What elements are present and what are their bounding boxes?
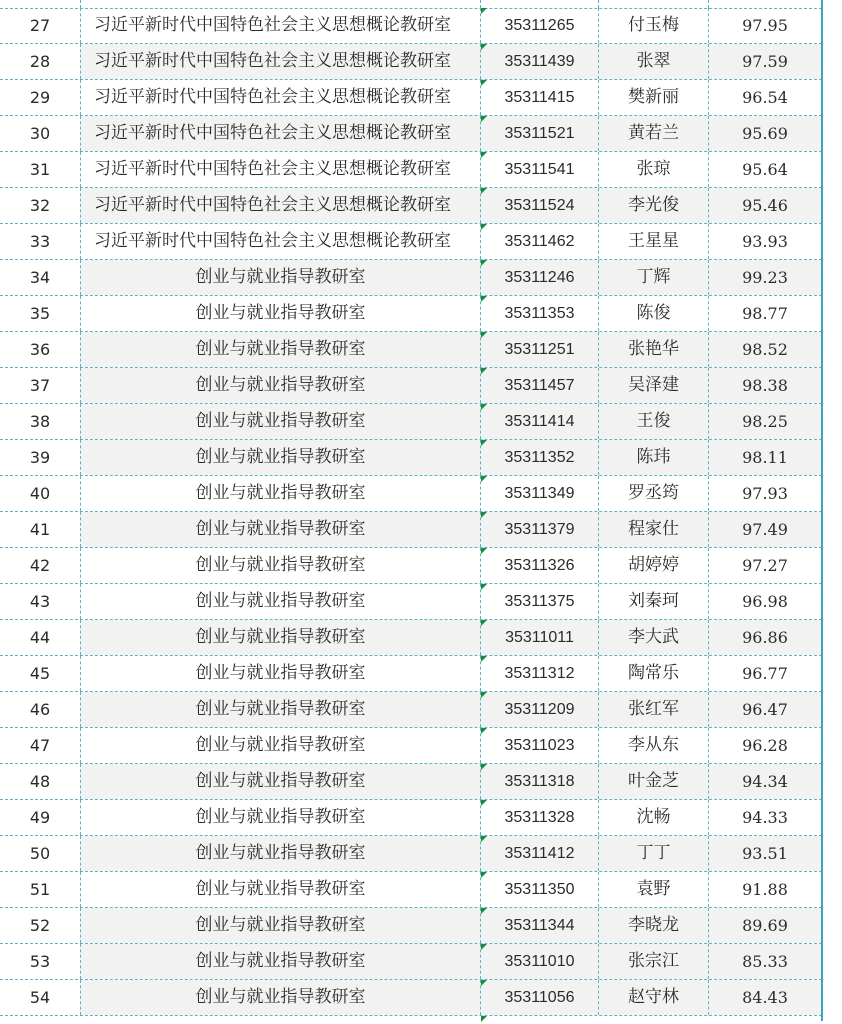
row-number-cell[interactable]: 39: [29, 448, 51, 467]
department-cell[interactable]: 创业与就业指导教研室: [80, 332, 480, 367]
table-row[interactable]: [0, 332, 822, 368]
name-cell[interactable]: 胡婷婷: [598, 548, 708, 583]
department-cell[interactable]: 创业与就业指导教研室: [80, 584, 480, 619]
text-number-warning-icon: [481, 764, 487, 770]
employee-id-cell[interactable]: 35311209: [480, 692, 598, 727]
name-cell[interactable]: 赵守林: [598, 980, 708, 1015]
score-cell[interactable]: 98.11: [708, 440, 821, 475]
name-cell[interactable]: 张红军: [598, 692, 708, 727]
department-cell[interactable]: 创业与就业指导教研室: [80, 908, 480, 943]
table-row[interactable]: [0, 656, 822, 692]
department-cell[interactable]: 创业与就业指导教研室: [80, 260, 480, 295]
department-cell[interactable]: 创业与就业指导教研室: [80, 404, 480, 439]
name-cell[interactable]: 李光俊: [598, 188, 708, 223]
table-row[interactable]: [0, 8, 822, 44]
department-cell[interactable]: 创业与就业指导教研室: [80, 836, 480, 871]
table-row[interactable]: [0, 440, 822, 476]
department-cell[interactable]: 创业与就业指导教研室: [80, 296, 480, 331]
department-cell[interactable]: 习近平新时代中国特色社会主义思想概论教研室: [80, 80, 480, 115]
employee-id-cell[interactable]: 35311457: [480, 368, 598, 403]
row-number-cell[interactable]: 54: [29, 988, 51, 1007]
employee-id-cell[interactable]: 35311412: [480, 836, 598, 871]
score-cell[interactable]: 96.28: [708, 728, 821, 763]
text-number-warning-icon: [481, 980, 487, 986]
name-cell[interactable]: 陈玮: [598, 440, 708, 475]
employee-id-cell[interactable]: 35311246: [480, 260, 598, 295]
department-cell[interactable]: 习近平新时代中国特色社会主义思想概论教研室: [80, 188, 480, 223]
name-cell[interactable]: 张翠: [598, 44, 708, 79]
name-cell[interactable]: 吴泽建: [598, 368, 708, 403]
score-cell[interactable]: 97.95: [708, 8, 821, 43]
next-row-clipped: [0, 1016, 822, 1024]
table-row[interactable]: [0, 296, 822, 332]
spreadsheet-grid: [0, 8, 822, 1024]
employee-id-cell[interactable]: 35311375: [480, 584, 598, 619]
department-cell[interactable]: 创业与就业指导教研室: [80, 620, 480, 655]
score-cell[interactable]: 99.23: [708, 260, 821, 295]
table-row[interactable]: [0, 584, 822, 620]
row-number-cell[interactable]: 41: [29, 520, 51, 539]
employee-id-cell[interactable]: 35311439: [480, 44, 598, 79]
department-cell[interactable]: 创业与就业指导教研室: [80, 728, 480, 763]
column-border-right: [821, 0, 823, 1021]
employee-id-cell[interactable]: 35311352: [480, 440, 598, 475]
employee-id-cell[interactable]: 35311312: [480, 656, 598, 691]
name-cell[interactable]: 程家仕: [598, 512, 708, 547]
text-number-warning-icon: [481, 80, 487, 86]
score-cell[interactable]: 96.98: [708, 584, 821, 619]
table-row[interactable]: [0, 44, 822, 80]
score-cell[interactable]: 97.27: [708, 548, 821, 583]
department-cell[interactable]: 习近平新时代中国特色社会主义思想概论教研室: [80, 152, 480, 187]
row-number-cell[interactable]: 52: [29, 916, 51, 935]
score-cell[interactable]: 95.46: [708, 188, 821, 223]
department-cell[interactable]: 创业与就业指导教研室: [80, 692, 480, 727]
table-row[interactable]: [0, 620, 822, 656]
score-cell[interactable]: 98.77: [708, 296, 821, 331]
employee-id-cell[interactable]: 35311056: [480, 980, 598, 1015]
employee-id-cell[interactable]: 35311328: [480, 800, 598, 835]
name-cell[interactable]: 陈俊: [598, 296, 708, 331]
table-row[interactable]: [0, 548, 822, 584]
name-cell[interactable]: 王星星: [598, 224, 708, 259]
table-row[interactable]: [0, 944, 822, 980]
score-cell[interactable]: 97.49: [708, 512, 821, 547]
employee-id-cell[interactable]: 35311521: [480, 116, 598, 151]
name-cell[interactable]: 王俊: [598, 404, 708, 439]
employee-id-cell[interactable]: 35311011: [480, 620, 598, 655]
employee-id-cell[interactable]: 35311023: [480, 728, 598, 763]
row-number-cell[interactable]: 48: [29, 772, 51, 791]
row-number-cell[interactable]: 28: [29, 52, 51, 71]
score-cell[interactable]: 94.34: [708, 764, 821, 799]
row-number-cell[interactable]: 36: [29, 340, 51, 359]
row-number-cell[interactable]: 31: [29, 160, 51, 179]
row-number-cell[interactable]: 46: [29, 700, 51, 719]
employee-id-cell[interactable]: 35311350: [480, 872, 598, 907]
text-number-warning-icon: [481, 692, 487, 698]
name-cell[interactable]: 丁辉: [598, 260, 708, 295]
table-row[interactable]: [0, 872, 822, 908]
table-row[interactable]: [0, 80, 822, 116]
department-cell[interactable]: 习近平新时代中国特色社会主义思想概论教研室: [80, 8, 480, 43]
row-number-cell[interactable]: 38: [29, 412, 51, 431]
employee-id-cell[interactable]: 35311353: [480, 296, 598, 331]
row-number-cell[interactable]: 51: [29, 880, 51, 899]
text-number-warning-icon: [481, 116, 487, 122]
text-number-warning-icon: [481, 404, 487, 410]
score-cell[interactable]: 94.33: [708, 800, 821, 835]
employee-id-cell[interactable]: 35311415: [480, 80, 598, 115]
table-row[interactable]: [0, 980, 822, 1016]
row-number-cell[interactable]: 29: [29, 88, 51, 107]
name-cell[interactable]: 张宗江: [598, 944, 708, 979]
employee-id-cell[interactable]: 35311010: [480, 944, 598, 979]
department-cell[interactable]: 创业与就业指导教研室: [80, 656, 480, 691]
table-row[interactable]: [0, 260, 822, 296]
name-cell[interactable]: 袁野: [598, 872, 708, 907]
score-cell[interactable]: 95.69: [708, 116, 821, 151]
text-number-warning-icon: [481, 620, 487, 626]
text-number-warning-icon: [481, 224, 487, 230]
name-cell[interactable]: 叶金芝: [598, 764, 708, 799]
text-number-warning-icon: [481, 656, 487, 662]
name-cell[interactable]: 李晓龙: [598, 908, 708, 943]
table-row[interactable]: [0, 692, 822, 728]
score-cell[interactable]: 96.86: [708, 620, 821, 655]
department-cell[interactable]: 创业与就业指导教研室: [80, 764, 480, 799]
score-cell[interactable]: 91.88: [708, 872, 821, 907]
text-number-warning-icon: [481, 476, 487, 482]
text-number-warning-icon: [481, 1016, 487, 1022]
row-number-cell[interactable]: 30: [29, 124, 51, 143]
text-number-warning-icon: [481, 368, 487, 374]
row-number-cell[interactable]: 53: [29, 952, 51, 971]
text-number-warning-icon: [481, 908, 487, 914]
score-cell[interactable]: 98.52: [708, 332, 821, 367]
employee-id-cell[interactable]: 35311265: [480, 8, 598, 43]
text-number-warning-icon: [481, 512, 487, 518]
employee-id-cell[interactable]: 35311379: [480, 512, 598, 547]
text-number-warning-icon: [481, 260, 487, 266]
department-cell[interactable]: 创业与就业指导教研室: [80, 440, 480, 475]
department-cell[interactable]: 创业与就业指导教研室: [80, 980, 480, 1015]
employee-id-cell[interactable]: 35311414: [480, 404, 598, 439]
department-cell[interactable]: 创业与就业指导教研室: [80, 944, 480, 979]
score-cell[interactable]: 89.69: [708, 908, 821, 943]
department-cell[interactable]: 习近平新时代中国特色社会主义思想概论教研室: [80, 44, 480, 79]
row-number-cell[interactable]: 50: [29, 844, 51, 863]
name-cell[interactable]: 樊新丽: [598, 80, 708, 115]
row-number-cell[interactable]: 32: [29, 196, 51, 215]
table-row[interactable]: [0, 908, 822, 944]
table-row[interactable]: [0, 764, 822, 800]
department-cell[interactable]: 创业与就业指导教研室: [80, 548, 480, 583]
row-number-cell[interactable]: 27: [29, 16, 51, 35]
name-cell[interactable]: 李从东: [598, 728, 708, 763]
employee-id-cell[interactable]: 35311541: [480, 152, 598, 187]
text-number-warning-icon: [481, 296, 487, 302]
department-cell[interactable]: 创业与就业指导教研室: [80, 368, 480, 403]
row-number-cell[interactable]: 40: [29, 484, 51, 503]
name-cell[interactable]: 黄若兰: [598, 116, 708, 151]
row-number-cell[interactable]: 42: [29, 556, 51, 575]
table-row[interactable]: [0, 152, 822, 188]
table-row[interactable]: [0, 224, 822, 260]
name-cell[interactable]: 陶常乐: [598, 656, 708, 691]
table-row[interactable]: [0, 188, 822, 224]
score-cell[interactable]: 97.59: [708, 44, 821, 79]
row-number-cell[interactable]: 43: [29, 592, 51, 611]
employee-id-cell[interactable]: 35311344: [480, 908, 598, 943]
text-number-warning-icon: [481, 152, 487, 158]
text-number-warning-icon: [481, 944, 487, 950]
row-number-cell[interactable]: 49: [29, 808, 51, 827]
table-row[interactable]: [0, 728, 822, 764]
table-row[interactable]: [0, 404, 822, 440]
row-number-cell[interactable]: 33: [29, 232, 51, 251]
table-row[interactable]: [0, 476, 822, 512]
name-cell[interactable]: 张琼: [598, 152, 708, 187]
text-number-warning-icon: [481, 872, 487, 878]
name-cell[interactable]: 付玉梅: [598, 8, 708, 43]
text-number-warning-icon: [481, 584, 487, 590]
row-number-cell[interactable]: 34: [29, 268, 51, 287]
text-number-warning-icon: [481, 332, 487, 338]
name-cell[interactable]: 刘秦珂: [598, 584, 708, 619]
department-cell[interactable]: 习近平新时代中国特色社会主义思想概论教研室: [80, 116, 480, 151]
department-cell[interactable]: 习近平新时代中国特色社会主义思想概论教研室: [80, 224, 480, 259]
row-number-cell[interactable]: 37: [29, 376, 51, 395]
text-number-warning-icon: [481, 800, 487, 806]
name-cell[interactable]: 沈畅: [598, 800, 708, 835]
row-number-cell[interactable]: 47: [29, 736, 51, 755]
employee-id-cell[interactable]: 35311326: [480, 548, 598, 583]
row-number-cell[interactable]: 35: [29, 304, 51, 323]
employee-id-cell[interactable]: 35311349: [480, 476, 598, 511]
text-number-warning-icon: [481, 188, 487, 194]
text-number-warning-icon: [481, 44, 487, 50]
department-cell[interactable]: 创业与就业指导教研室: [80, 800, 480, 835]
department-cell[interactable]: 创业与就业指导教研室: [80, 872, 480, 907]
score-cell[interactable]: 97.93: [708, 476, 821, 511]
row-number-cell[interactable]: 44: [29, 628, 51, 647]
table-row[interactable]: [0, 836, 822, 872]
score-cell[interactable]: 96.77: [708, 656, 821, 691]
text-number-warning-icon: [481, 440, 487, 446]
text-number-warning-icon: [481, 836, 487, 842]
score-cell[interactable]: 98.25: [708, 404, 821, 439]
text-number-warning-icon: [481, 548, 487, 554]
table-row[interactable]: [0, 368, 822, 404]
name-cell[interactable]: 李大武: [598, 620, 708, 655]
department-cell[interactable]: 创业与就业指导教研室: [80, 476, 480, 511]
text-number-warning-icon: [481, 728, 487, 734]
department-cell[interactable]: 创业与就业指导教研室: [80, 512, 480, 547]
score-cell[interactable]: 96.47: [708, 692, 821, 727]
score-cell[interactable]: 95.64: [708, 152, 821, 187]
score-cell[interactable]: 98.38: [708, 368, 821, 403]
employee-id-cell[interactable]: 35311462: [480, 224, 598, 259]
row-number-cell[interactable]: 45: [29, 664, 51, 683]
text-number-warning-icon: [481, 8, 487, 14]
score-cell[interactable]: 93.51: [708, 836, 821, 871]
score-cell[interactable]: 85.33: [708, 944, 821, 979]
table-row[interactable]: [0, 512, 822, 548]
score-cell[interactable]: 93.93: [708, 224, 821, 259]
table-row[interactable]: [0, 116, 822, 152]
score-cell[interactable]: 96.54: [708, 80, 821, 115]
table-row[interactable]: [0, 800, 822, 836]
name-cell[interactable]: 丁丁: [598, 836, 708, 871]
employee-id-cell[interactable]: 35311251: [480, 332, 598, 367]
employee-id-cell[interactable]: 35311318: [480, 764, 598, 799]
name-cell[interactable]: 张艳华: [598, 332, 708, 367]
score-cell[interactable]: 84.43: [708, 980, 821, 1015]
name-cell[interactable]: 罗丞筠: [598, 476, 708, 511]
employee-id-cell[interactable]: 35311524: [480, 188, 598, 223]
